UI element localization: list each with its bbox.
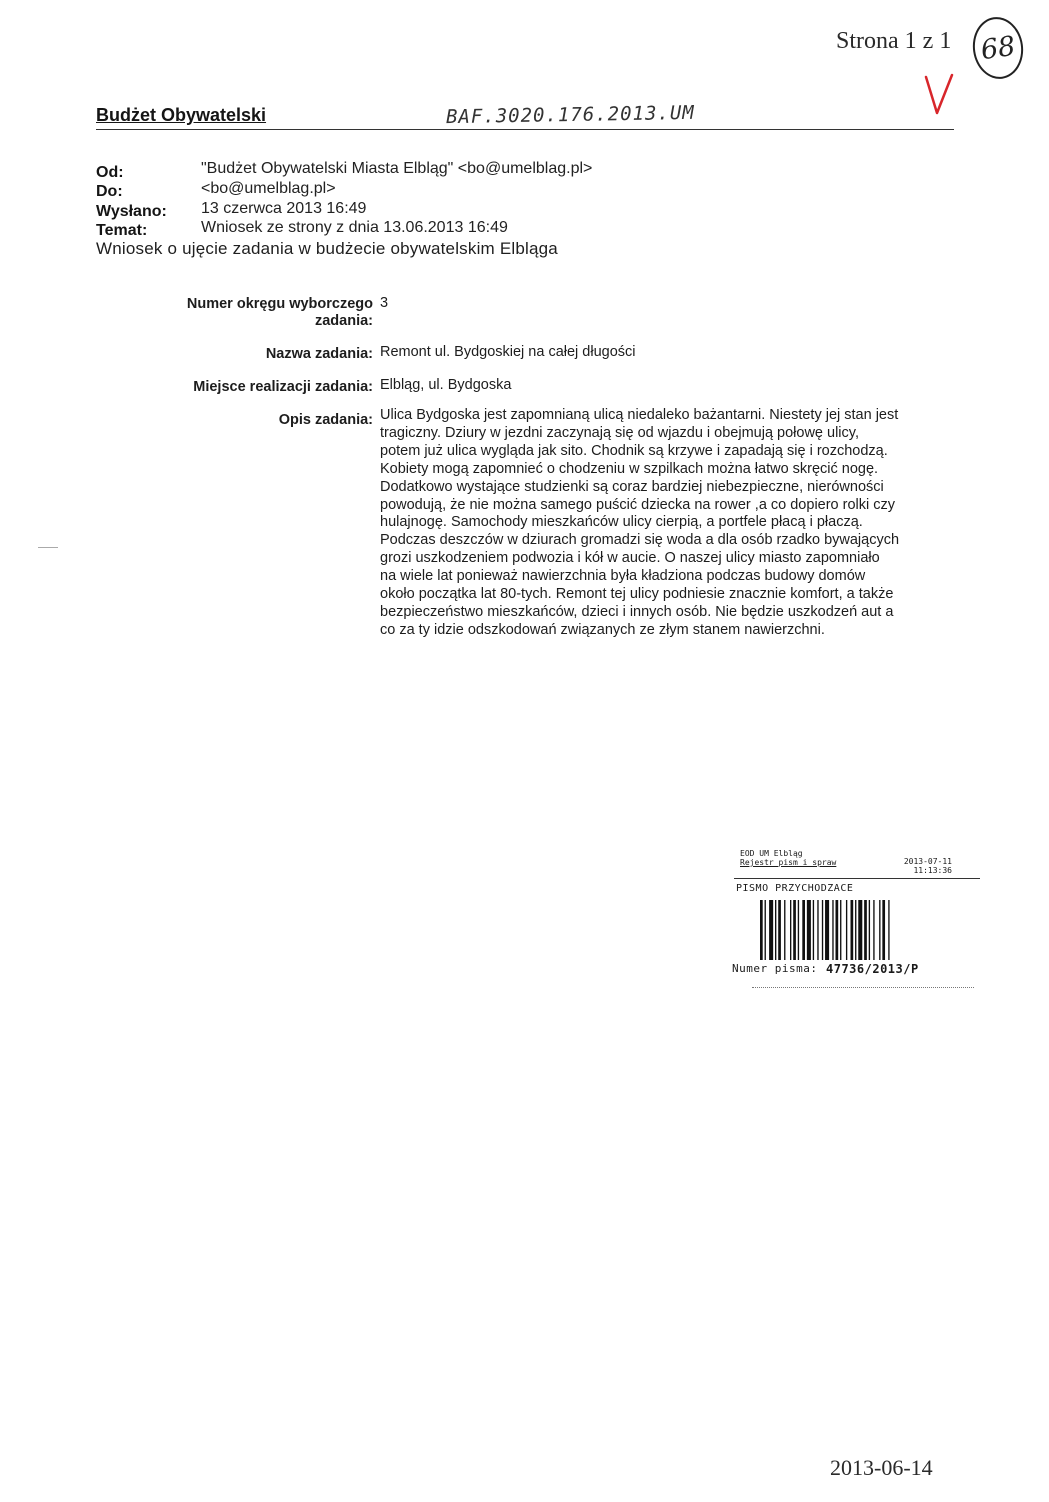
subject-label: Temat: xyxy=(96,222,148,239)
description-line: potem już ulica wygląda jak sito. Chodnik są krzywe i zapadają się i rozchodzą. xyxy=(380,442,888,459)
barcode-bar xyxy=(851,900,854,960)
barcode xyxy=(760,900,942,960)
barcode-bar xyxy=(807,900,811,960)
district-label-line-1: Numer okręgu wyborczego xyxy=(186,296,373,312)
barcode-bar xyxy=(846,900,847,960)
header-divider xyxy=(96,129,954,130)
task-name-label: Nazwa zadania: xyxy=(265,346,373,362)
district-label xyxy=(187,296,373,330)
description-line: bezpieczeństwo mieszkańców, dzieci i innych osób. Nie będzie uszkodzeń aut a xyxy=(380,603,894,620)
barcode-bar xyxy=(769,900,773,960)
barcode-bar xyxy=(873,900,874,960)
description-line: Kobiety mogą zapomnieć o chodzeniu w szpilkach można łatwo skręcić nogę. xyxy=(380,460,879,477)
barcode-bar xyxy=(793,900,796,960)
description-line: powodują, że nie można samego puścić dziecka na rower ,a co dopiero rolki czy xyxy=(380,496,896,513)
barcode-bar xyxy=(760,900,763,960)
barcode-bar xyxy=(869,900,870,960)
description-line: co za ty idzie odszkodowań związanych ze złym stanem nawierzchni. xyxy=(380,621,825,638)
barcode-bar xyxy=(855,900,856,960)
description-line: Dodatkowo wystające studzienki są coraz bardziej niebezpieczne, nierówności xyxy=(380,478,884,495)
district-value: 3 xyxy=(380,295,389,311)
description-label: Opis zadania: xyxy=(278,412,373,428)
handwritten-reference: BAF.3020.176.2013.UM xyxy=(445,101,695,129)
stamp-office-line-1: EOD UM Elbląg xyxy=(740,849,803,858)
barcode-bar xyxy=(813,900,814,960)
stamp-number: 47736/2013/P xyxy=(826,962,919,976)
scan-artifact xyxy=(38,547,58,548)
footer-date: 2013-06-14 xyxy=(830,1455,933,1480)
stamp-dotted-line xyxy=(752,987,974,988)
stamp-number-label: Numer pisma: xyxy=(732,962,818,975)
barcode-bar xyxy=(825,900,829,960)
description-line: około początka lat 80-tych. Remont tej ulicy podniesie znacznie komfort, a także xyxy=(380,586,894,602)
barcode-bar xyxy=(765,900,766,960)
stamp-datetime xyxy=(904,857,952,875)
subject-value: Wniosek ze strony z dnia 13.06.2013 16:49 xyxy=(201,219,508,236)
description-line: tragiczny. Dziury w jezdni zaczynają się od wjazdu i obejmują połowę ulicy, xyxy=(380,424,859,441)
barcode-bar xyxy=(836,900,839,960)
to-value: <bo@umelblag.pl> xyxy=(201,180,336,197)
sent-value: 13 czerwca 2013 16:49 xyxy=(201,200,367,217)
barcode-bar xyxy=(864,900,867,960)
stamp-date: 2013-07-11 xyxy=(903,857,952,866)
barcode-bar xyxy=(879,900,880,960)
barcode-bar xyxy=(858,900,862,960)
checkmark-icon xyxy=(922,73,956,117)
description-line: grozi uszkodzeniem podwozia i kół w aucie. O naszej ulicy miasto zapomniało xyxy=(380,550,880,567)
description-line: na wiele lat ponieważ nawierzchnia była kładziona podczas budowy domów xyxy=(380,568,866,585)
barcode-bar xyxy=(775,900,776,960)
sent-label: Wysłano: xyxy=(96,203,167,220)
barcode-bar xyxy=(822,900,823,960)
stamp-office-line-2: Rejestr pism i spraw xyxy=(740,858,837,867)
barcode-bar xyxy=(882,900,885,960)
form-title: Wniosek o ujęcie zadania w budżecie obywatelskim Elbląga xyxy=(96,239,558,258)
location-value: Elbląg, ul. Bydgoska xyxy=(380,377,512,393)
stamp-kind: PISMO PRZYCHODZACE xyxy=(736,883,854,894)
stamp-divider xyxy=(734,878,980,879)
description-line: hulajnogę. Samochody mieszkańców ulicy cierpią, a portfele płacą i płaczą. xyxy=(380,514,863,531)
district-label-line-2: zadania: xyxy=(314,313,373,329)
barcode-bar xyxy=(832,900,833,960)
barcode-bar xyxy=(790,900,791,960)
barcode-bar xyxy=(817,900,818,960)
description-line: Podczas deszczów w dziurach gromadzi się woda a dla osób rzadko bywających xyxy=(380,532,900,549)
location-label: Miejsce realizacji zadania: xyxy=(193,379,373,395)
task-name-value: Remont ul. Bydgoskiej na całej długości xyxy=(380,344,636,360)
barcode-bar xyxy=(802,900,805,960)
from-value: "Budżet Obywatelski Miasta Elbląg" <bo@umelblag.pl> xyxy=(201,160,593,177)
stamp-office xyxy=(740,849,836,867)
registration-stamp xyxy=(732,849,952,999)
barcode-bar xyxy=(784,900,785,960)
circled-number: 68 xyxy=(978,30,1018,66)
barcode-bar xyxy=(888,900,889,960)
page-number: Strona 1 z 1 xyxy=(836,28,952,54)
barcode-bar xyxy=(778,900,781,960)
barcode-bar xyxy=(840,900,841,960)
document-title: Budżet Obywatelski xyxy=(96,105,267,125)
description-line: Ulica Bydgoska jest zapomnianą ulicą niedaleko bażantarni. Niestety jej stan jest xyxy=(380,407,899,423)
from-label: Od: xyxy=(96,164,124,181)
circled-page-count xyxy=(969,14,1027,82)
stamp-time: 11:13:36 xyxy=(913,866,952,875)
barcode-bar xyxy=(798,900,799,960)
to-label: Do: xyxy=(96,183,123,200)
